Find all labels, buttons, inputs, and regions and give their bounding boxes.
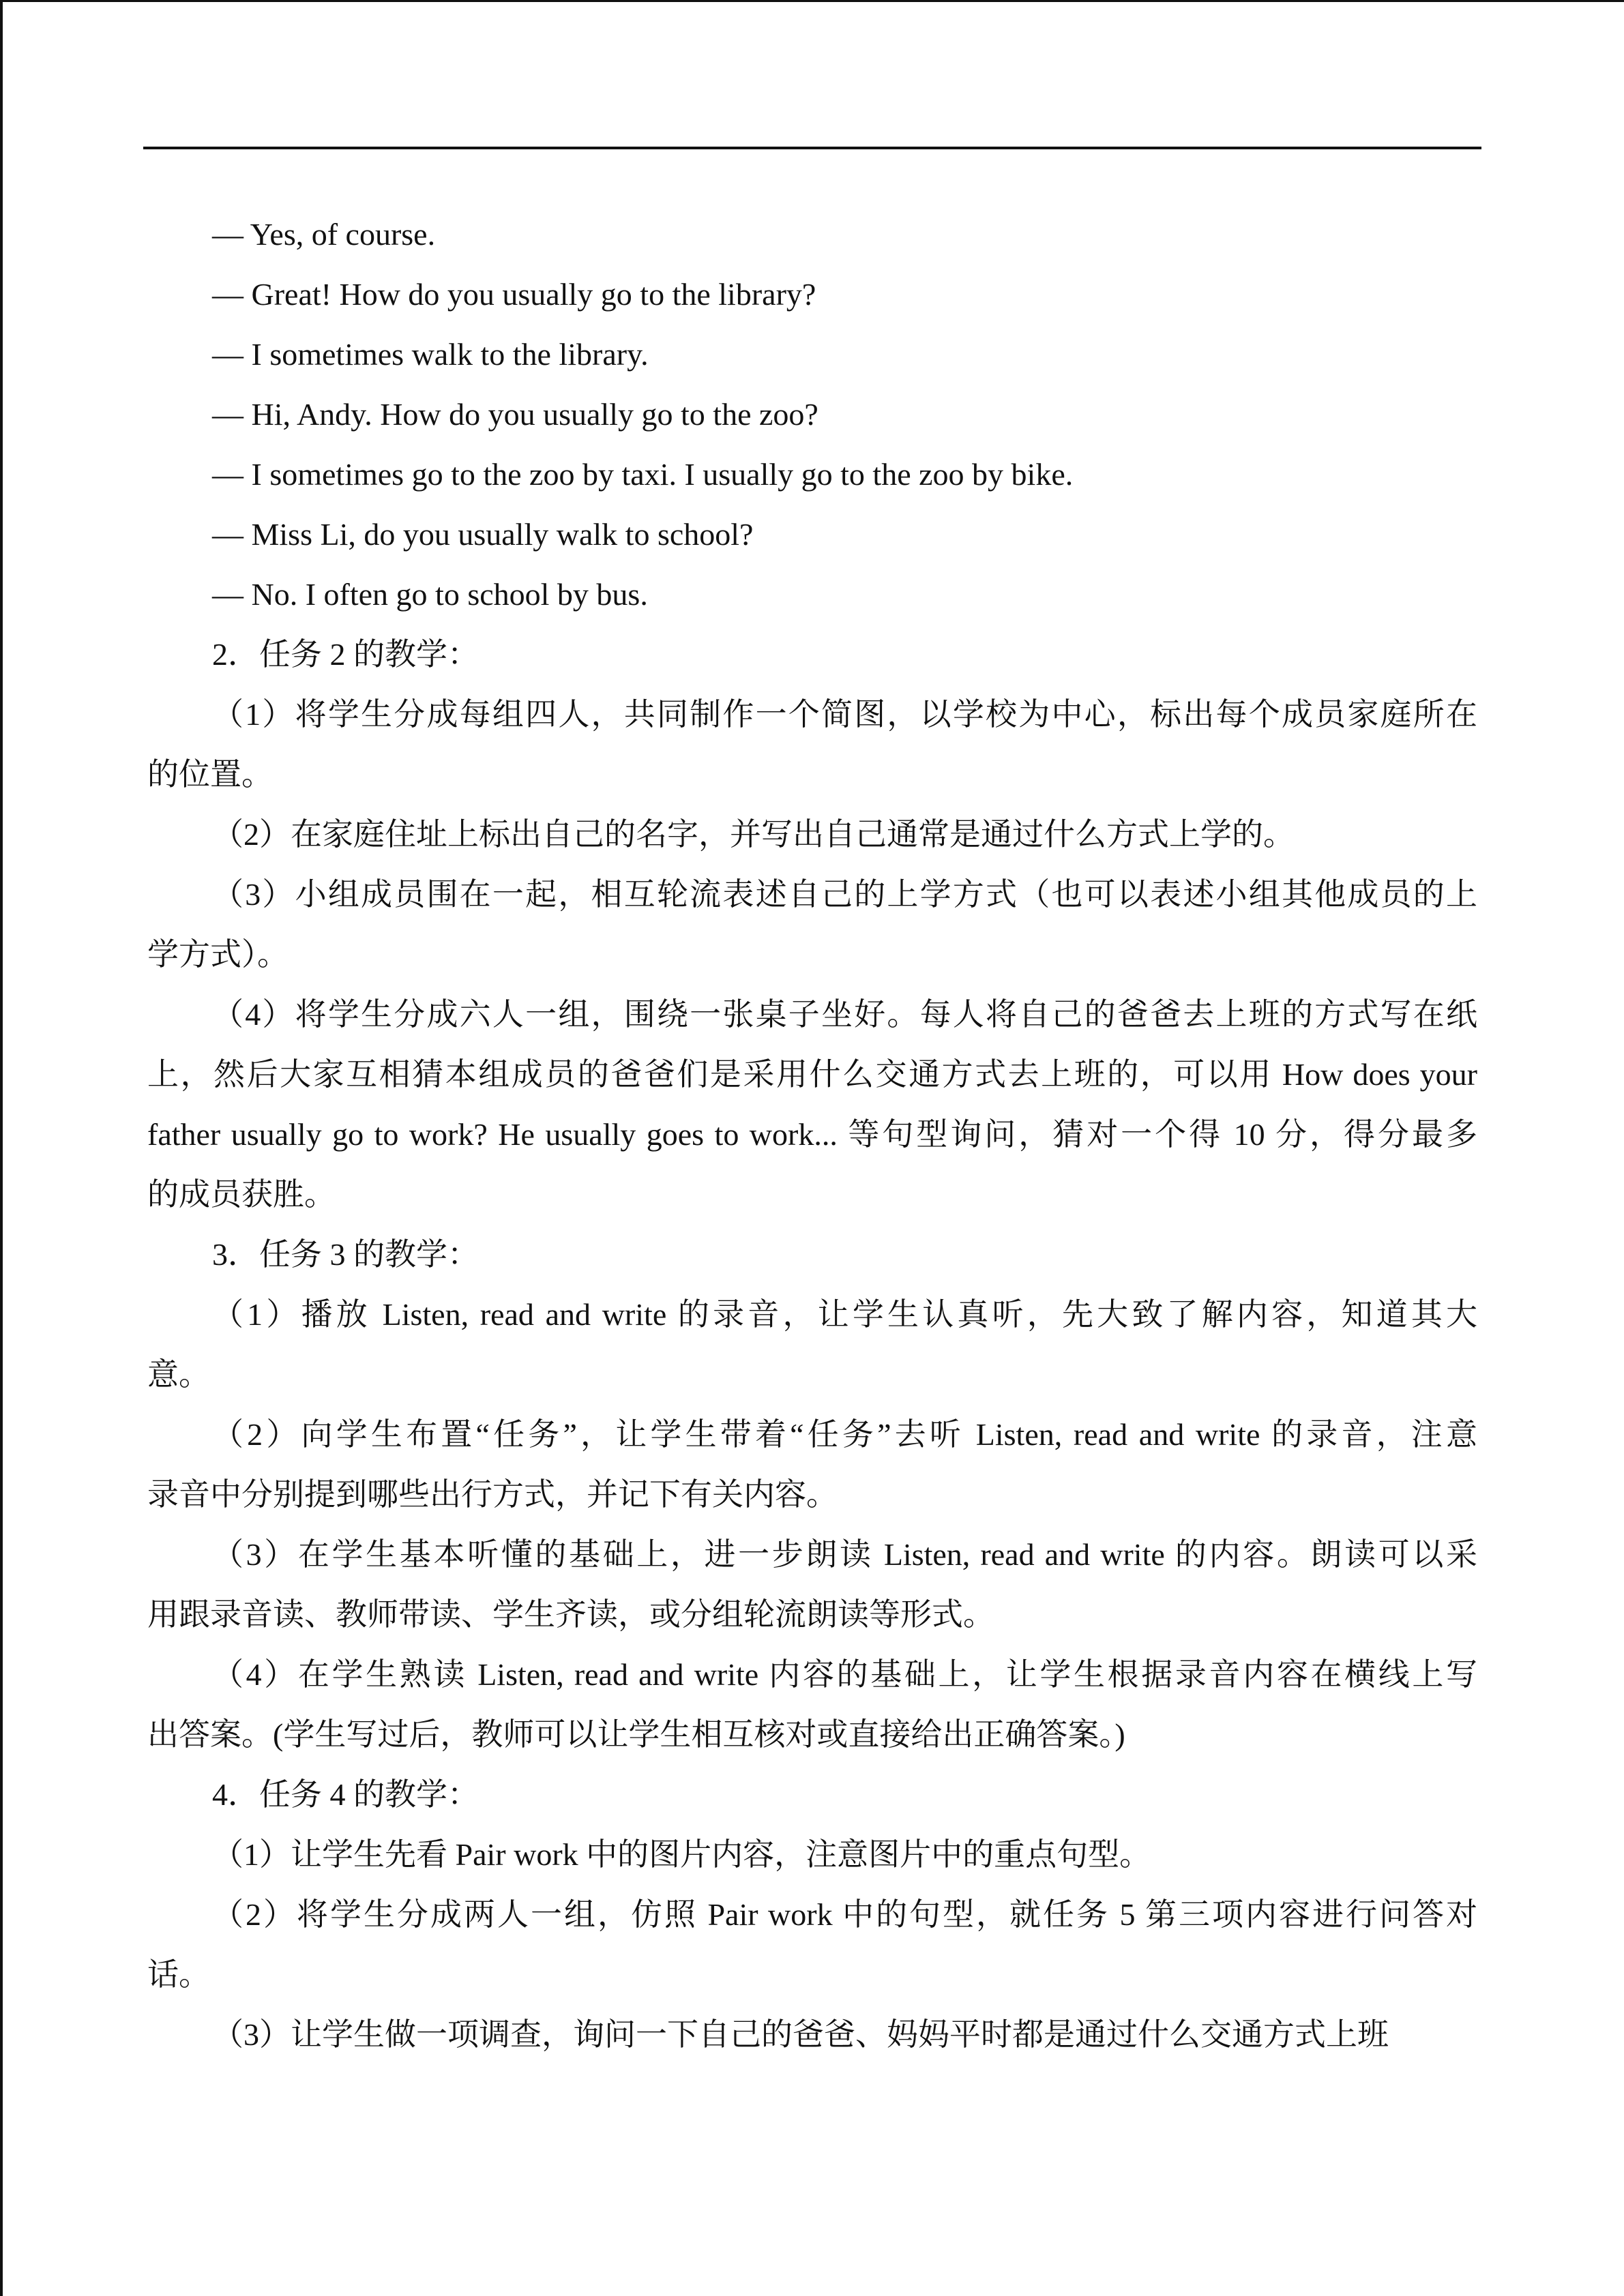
- task3-item3-line2: 用跟录音读、教师带读、学生齐读，或分组轮流朗读等形式。: [147, 1597, 994, 1632]
- task2-item1-line2: 的位置。: [147, 757, 273, 792]
- header-rule: [143, 147, 1481, 149]
- task2-item1-line1: （1）将学生分成每组四人，共同制作一个简图，以学校为中心，标出每个成员家庭所在: [212, 697, 1477, 732]
- document-body: [147, 205, 1477, 2065]
- task3-item1-line2: 意。: [147, 1357, 210, 1392]
- task3-item2-line2: 录音中分别提到哪些出行方式，并记下有关内容。: [147, 1477, 838, 1512]
- task2-heading: 2．任务 2 的教学：: [212, 637, 479, 672]
- dialogue-line: — Miss Li, do you usually walk to school?: [212, 517, 754, 552]
- dialogue-line: — No. I often go to school by bus.: [212, 577, 648, 612]
- task2-item4-line2: 上，然后大家互相猜本组成员的爸爸们是采用什么交通方式去上班的，可以用 How does your: [147, 1057, 1477, 1092]
- dialogue-line: — Hi, Andy. How do you usually go to the zoo?: [212, 397, 818, 432]
- dialogue-line: — I sometimes go to the zoo by taxi. I usually go to the zoo by bike.: [212, 457, 1074, 492]
- dialogue-line: — I sometimes walk to the library.: [212, 337, 649, 372]
- task4-item1: （1）让学生先看 Pair work 中的图片内容，注意图片中的重点句型。: [212, 1837, 1151, 1872]
- task2-item3-line1: （3）小组成员围在一起，相互轮流表述自己的上学方式（也可以表述小组其他成员的上: [212, 877, 1477, 912]
- task2-item3-line2: 学方式）。: [147, 937, 289, 972]
- task4-item3: （3）让学生做一项调查，询问一下自己的爸爸、妈妈平时都是通过什么交通方式上班: [212, 2017, 1389, 2052]
- task2-item4-line3: father usually go to work? He usually goes to work... 等句型询问，猜对一个得 10 分，得分最多: [147, 1117, 1477, 1152]
- task4-heading: 4．任务 4 的教学：: [212, 1777, 479, 1812]
- dialogue-line: — Great! How do you usually go to the library?: [212, 277, 816, 312]
- task3-item4-line2: 出答案。(学生写过后，教师可以让学生相互核对或直接给出正确答案。): [147, 1717, 1125, 1752]
- page-frame-left: [0, 0, 3, 2296]
- task2-item4-line4: 的成员获胜。: [147, 1177, 336, 1212]
- task2-item2: （2）在家庭住址上标出自己的名字，并写出自己通常是通过什么方式上学的。: [212, 817, 1295, 852]
- dialogue-line: — Yes, of course.: [212, 217, 436, 252]
- task3-item4-line1: （4）在学生熟读 Listen, read and write 内容的基础上，让学生根据录音内容在横线上写: [212, 1657, 1477, 1692]
- task2-item4-line1: （4）将学生分成六人一组，围绕一张桌子坐好。每人将自己的爸爸去上班的方式写在纸: [212, 997, 1477, 1032]
- task4-item2-line1: （2）将学生分成两人一组，仿照 Pair work 中的句型，就任务 5 第三项内容进行问答对: [212, 1897, 1477, 1932]
- task3-item2-line1: （2）向学生布置“任务”，让学生带着“任务”去听 Listen, read and write 的录音，注意: [212, 1417, 1477, 1452]
- task3-item3-line1: （3）在学生基本听懂的基础上，进一步朗读 Listen, read and write 的内容。朗读可以采: [212, 1537, 1477, 1572]
- task4-item2-line2: 话。: [147, 1957, 210, 1992]
- page-frame-top: [0, 0, 1624, 2]
- task3-heading: 3．任务 3 的教学：: [212, 1237, 479, 1272]
- task3-item1-line1: （1）播放 Listen, read and write 的录音，让学生认真听，先大致了解内容，知道其大: [212, 1297, 1477, 1332]
